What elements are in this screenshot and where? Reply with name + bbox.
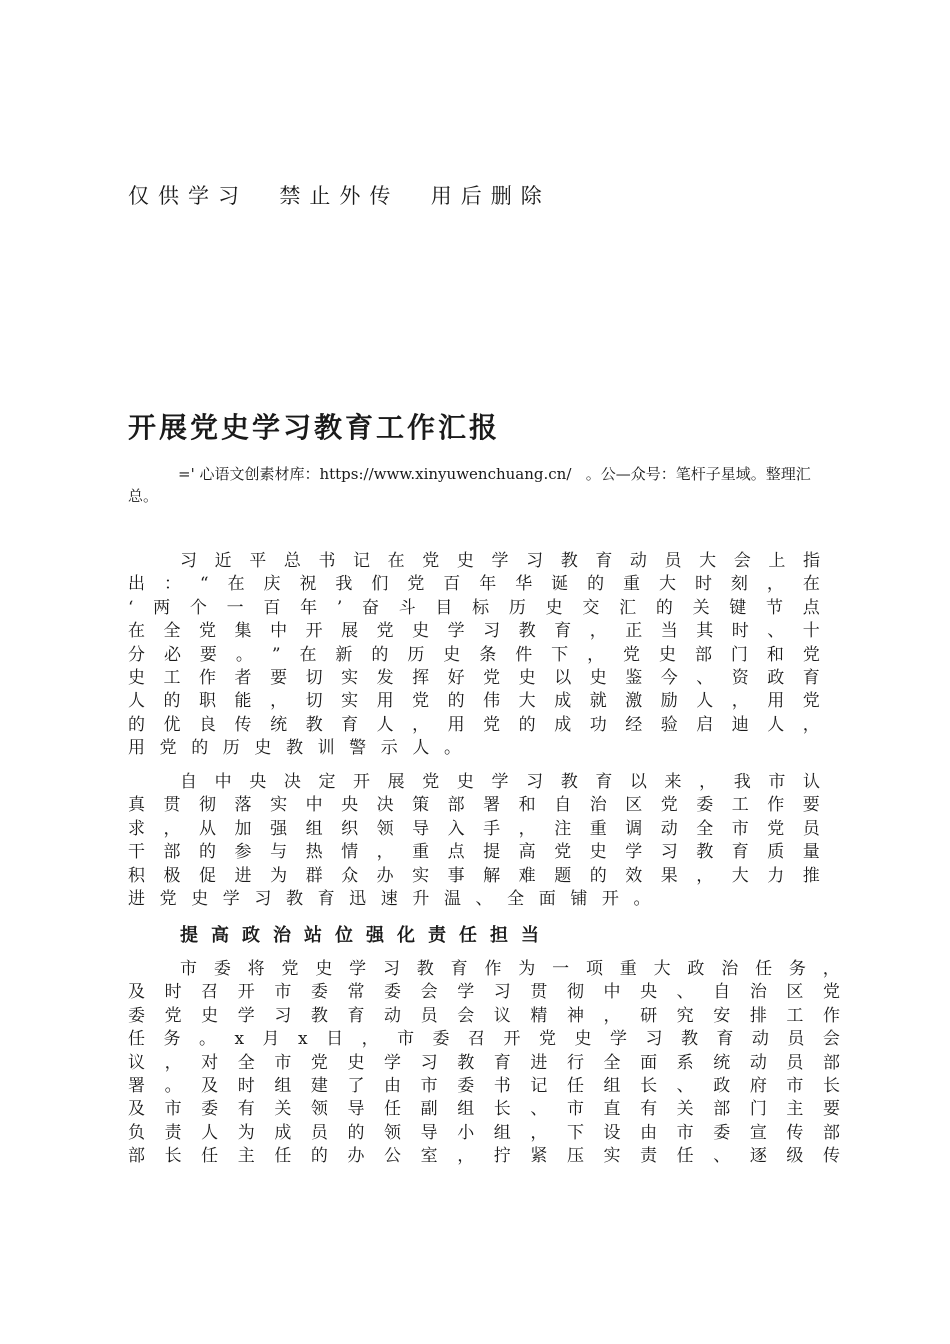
section-heading: 提高政治站位强化责任担当: [180, 925, 552, 946]
paragraph-line: 市 委 将 党 史 学 习 教 育 作 为 一 项 重 大 政 治 任 务 ，: [180, 959, 840, 979]
usage-notice: 仅供学习 禁止外传 用后删除: [128, 184, 551, 208]
paragraph-line: 求 ， 从 加 强 组 织 领 导 入 手 ， 注 重 调 动 全 市 党 员: [128, 818, 820, 839]
source-line-2: 总。: [128, 487, 159, 505]
paragraph-line: 用 党 的 历 史 教 训 警 示 人 。: [128, 738, 461, 759]
paragraph-3: [128, 958, 840, 1169]
paragraph-line: 人 的 职 能 ， 切 实 用 党 的 伟 大 成 就 激 励 人 ， 用 党: [128, 691, 820, 712]
paragraph-line: 干 部 的 参 与 热 情 ， 重 点 提 高 党 史 学 习 教 育 质 量: [128, 842, 820, 863]
paragraph-line: 积 极 促 进 为 群 众 办 实 事 解 难 题 的 效 果 ， 大 力 推: [128, 865, 820, 886]
paragraph-line: 分 必 要 。 ” 在 新 的 历 史 条 件 下 ， 党 史 部 门 和 党: [128, 644, 820, 665]
paragraph-line: 署 。 及 时 组 建 了 由 市 委 书 记 任 组 长 、 政 府 市 长: [128, 1075, 840, 1096]
paragraph-line: 史 工 作 者 要 切 实 发 挥 好 党 史 以 史 鉴 今 、 资 政 育: [128, 667, 820, 688]
paragraph-line: 的 优 良 传 统 教 育 人 ， 用 党 的 成 功 经 验 启 迪 人 ，: [128, 714, 820, 735]
paragraph-2: [128, 771, 820, 911]
paragraph-line: ‘ 两 个 一 百 年 ’ 奋 斗 目 标 历 史 交 汇 的 关 键 节 点: [128, 597, 820, 618]
paragraph-line: 自 中 央 决 定 开 展 党 史 学 习 教 育 以 来 ， 我 市 认: [180, 772, 820, 792]
paragraph-line: 委 党 史 学 习 教 育 动 员 会 议 精 神 ， 研 究 安 排 工 作: [128, 1005, 840, 1026]
paragraph-line: 出 ： “ 在 庆 祝 我 们 党 百 年 华 诞 的 重 大 时 刻 ， 在: [128, 574, 820, 595]
paragraph-line: 习 近 平 总 书 记 在 党 史 学 习 教 育 动 员 大 会 上 指: [180, 551, 820, 571]
paragraph-line: 真 贯 彻 落 实 中 央 决 策 部 署 和 自 治 区 党 委 工 作 要: [128, 795, 820, 816]
document-title: 开展党史学习教育工作汇报: [128, 411, 501, 444]
paragraph-line: 议 ， 对 全 市 党 史 学 习 教 育 进 行 全 面 系 统 动 员 部: [128, 1052, 840, 1073]
paragraph-line: 部 长 任 主 任 的 办 公 室 ， 拧 紧 压 实 责 任 、 逐 级 传: [128, 1146, 840, 1167]
paragraph-line: 任 务 。 x 月 x 日 ， 市 委 召 开 党 史 学 习 教 育 动 员 会: [128, 1029, 840, 1050]
paragraph-1: [128, 550, 820, 761]
paragraph-line: 进 党 史 学 习 教 育 迅 速 升 温 、 全 面 铺 开 。: [128, 888, 651, 909]
paragraph-line: 及 市 委 有 关 领 导 任 副 组 长 、 市 直 有 关 部 门 主 要: [128, 1099, 840, 1120]
source-attribution: [128, 463, 838, 507]
paragraph-line: 及 时 召 开 市 委 常 委 会 学 习 贯 彻 中 央 、 自 治 区 党: [128, 982, 840, 1003]
paragraph-line: 负 责 人 为 成 员 的 领 导 小 组 ， 下 设 由 市 委 宣 传 部: [128, 1122, 840, 1143]
source-line-1: =' 心语文创素材库：https://www.xinyuwenchuang.cn/ 。公—众号：笔杆子星域。整理汇: [178, 465, 811, 483]
paragraph-line: 在 全 党 集 中 开 展 党 史 学 习 教 育 ， 正 当 其 时 、 十: [128, 621, 820, 642]
